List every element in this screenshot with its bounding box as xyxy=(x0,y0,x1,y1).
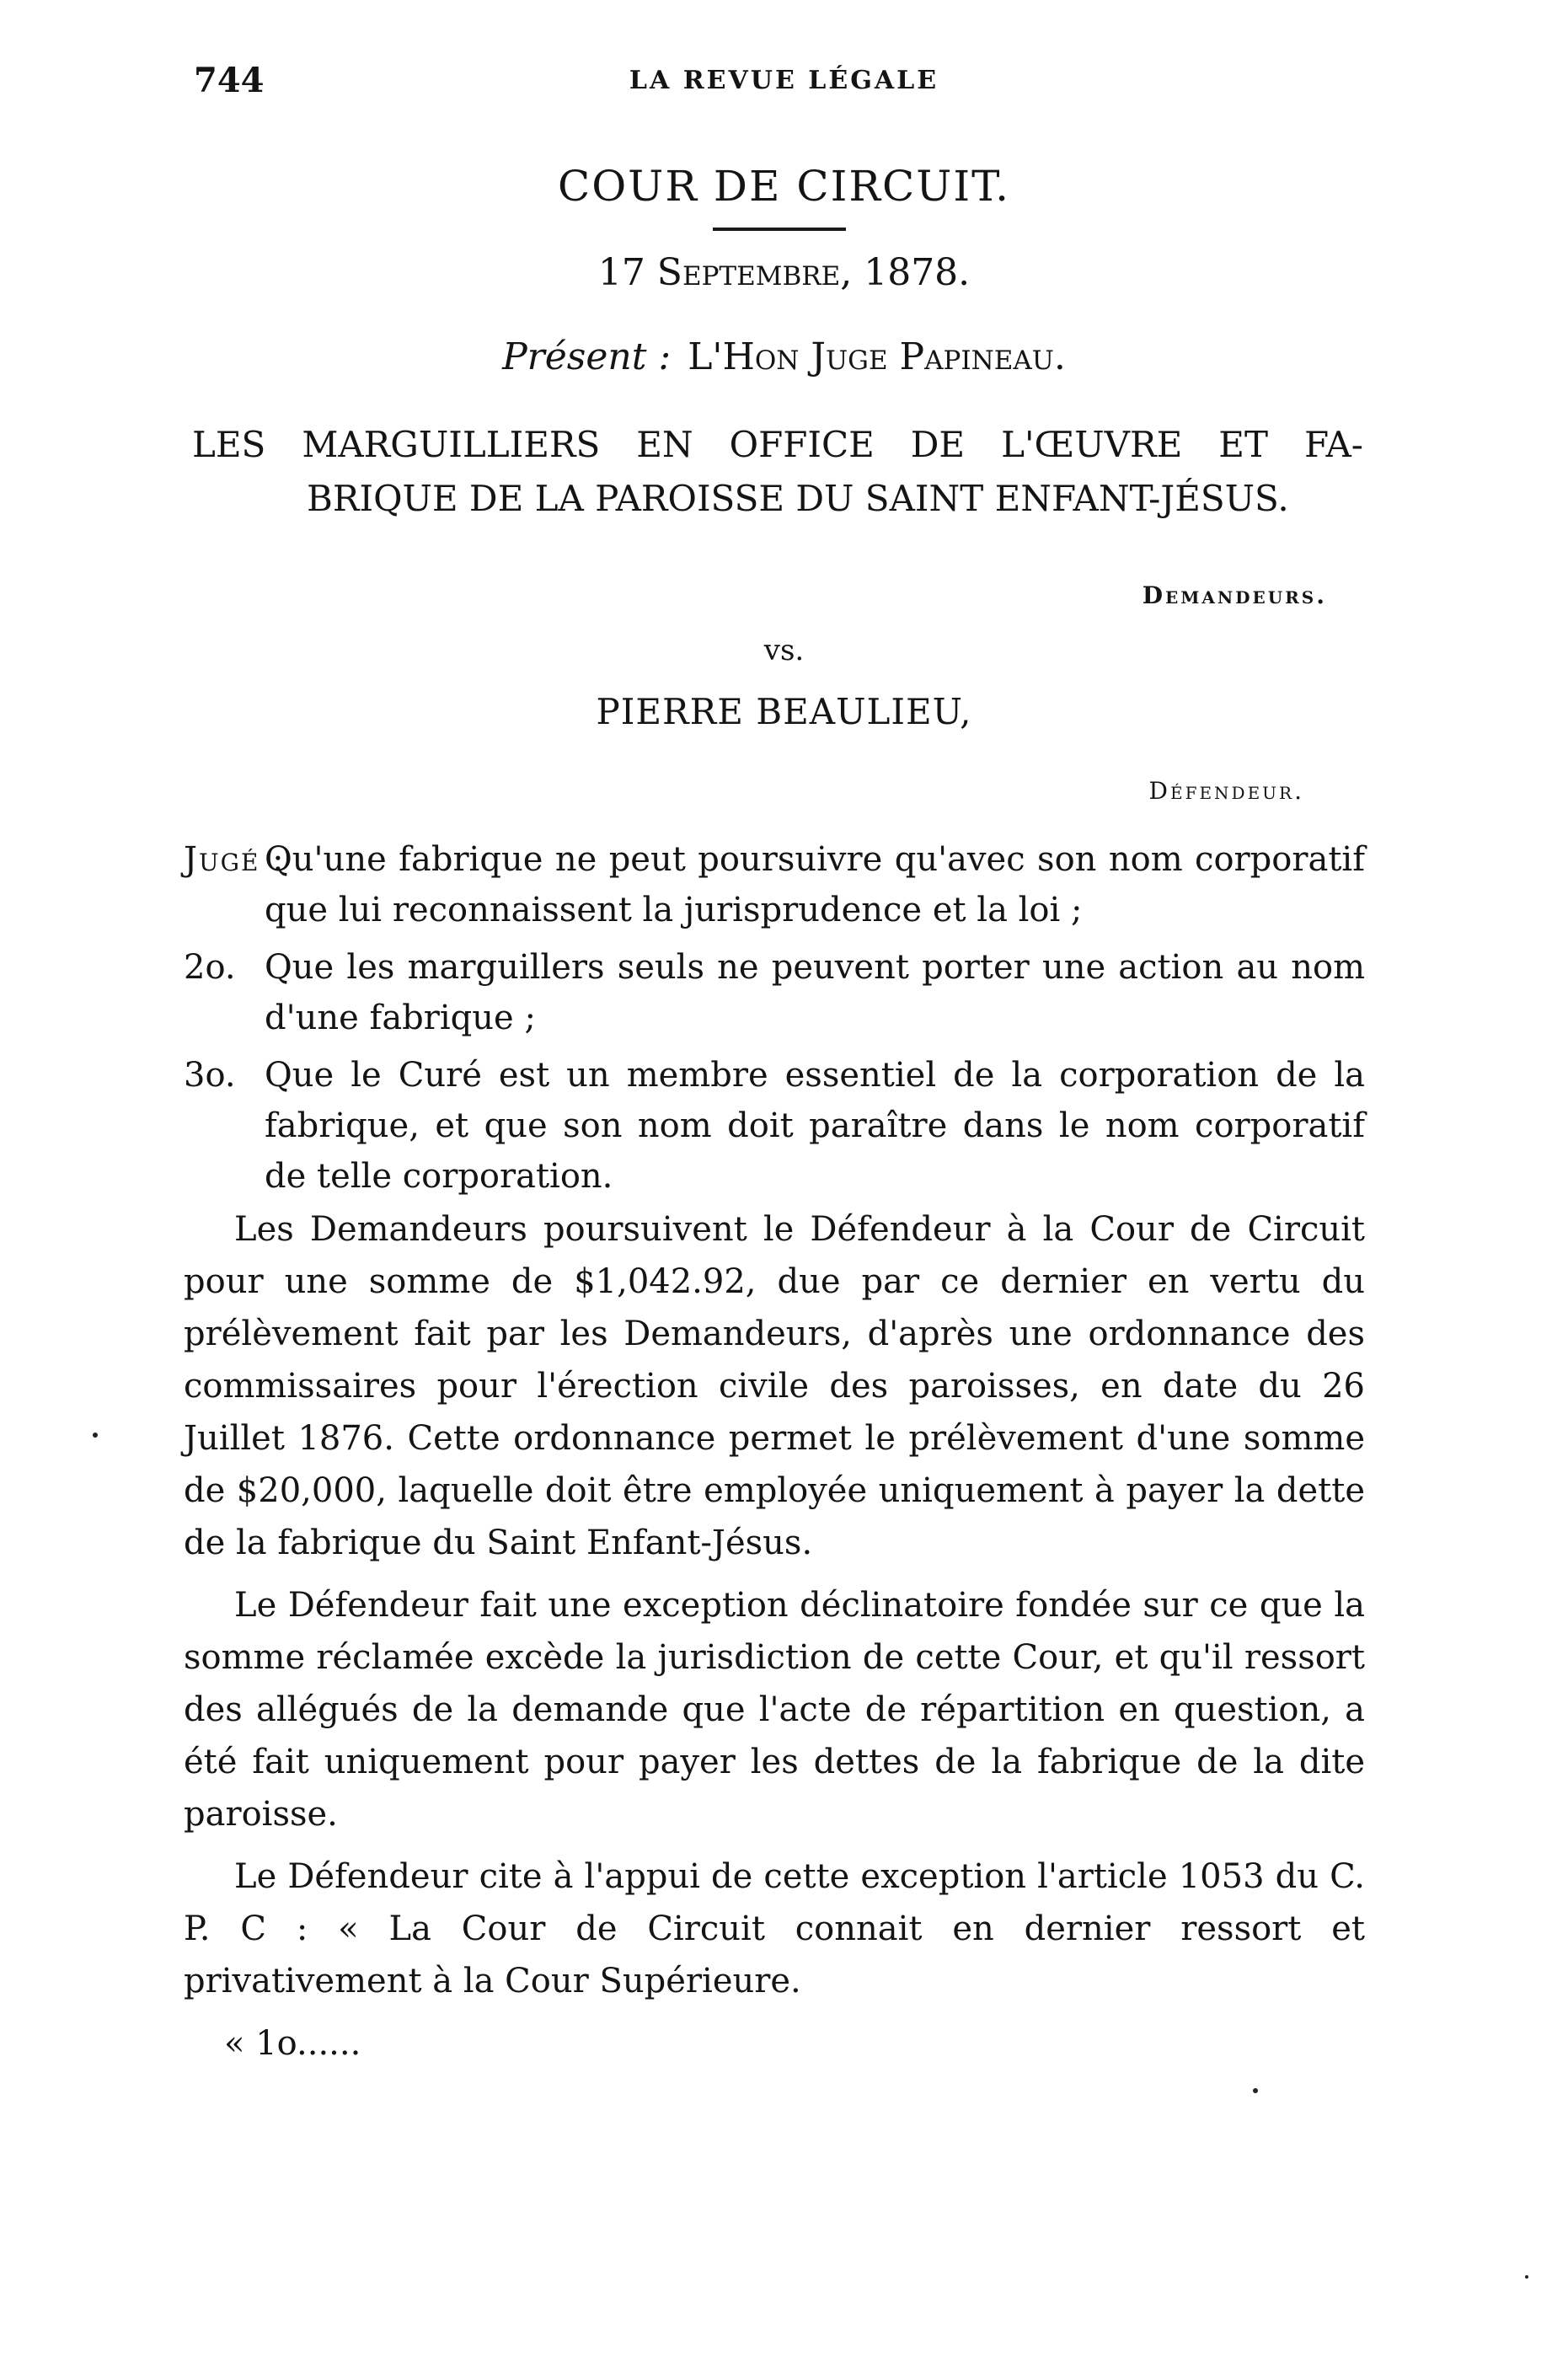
holding-text: Qu'une fabrique ne peut poursuivre qu'avec son nom corporatif que lui reconnaissent la jurisprudence et la loi ; xyxy=(265,840,1365,929)
holding-text: Que les marguillers seuls ne peuvent porter une action au nom d'une fabrique ; xyxy=(265,948,1365,1037)
closing-line: « 1o...... xyxy=(224,2024,361,2063)
holding-label: 3o. xyxy=(184,1056,236,1095)
plaintiff-role: Demandeurs. xyxy=(1142,581,1327,609)
print-speck xyxy=(1253,2088,1258,2093)
holding-label: Jugé : xyxy=(184,840,286,879)
journal-title: LA REVUE LÉGALE xyxy=(629,66,939,95)
page-number: 744 xyxy=(194,61,265,100)
holding-text: Que le Curé est un membre essentiel de la corporation de la fabrique, et que son nom doit paraître dans le nom corporatif de telle corporation. xyxy=(265,1056,1365,1196)
paragraph: Les Demandeurs poursuivent le Défendeur à la Cour de Circuit pour une somme de $1,042.92, due par ce dernier en vertu du prélèvement fait par les Demandeurs, d'après une ordonnance des commissaires pour l'érection civile des paroisses, en date du 26 Juillet 1876. Cette ordonnance permet le prélèvement d'une somme de $20,000, laquelle doit être employée uniquement à payer la dette de la fabrique du Saint Enfant-Jésus. xyxy=(184,1210,1365,1562)
decision-date: 17 Septembre, 1878. xyxy=(597,251,971,294)
paragraph: Le Défendeur fait une exception déclinatoire fondée sur ce que la somme réclamée excède la jurisdiction de cette Cour, et qu'il ressort des allégués de la demande que l'acte de répartition en question, a été fait uniquement pour payer les dettes de la fabrique de la dite paroisse. xyxy=(184,1586,1365,1834)
holding-label: 2o. xyxy=(184,948,236,987)
print-speck xyxy=(1525,2275,1528,2279)
print-speck xyxy=(93,1433,98,1438)
running-head xyxy=(0,61,1568,120)
present-label: Présent : xyxy=(502,335,672,378)
versus: vs. xyxy=(763,634,805,667)
body-text xyxy=(184,1203,1365,2070)
defendant-name: PIERRE BEAULIEU, xyxy=(596,691,972,732)
defendant-role: Défendeur. xyxy=(1148,777,1304,805)
plaintiff-name-line-2: BRIQUE DE LA PAROISSE DU SAINT ENFANT-JÉSUS. xyxy=(307,478,1289,519)
holdings xyxy=(184,834,1365,1208)
holding-item xyxy=(184,942,1365,1043)
plaintiff-name xyxy=(192,418,1363,526)
court-title: COUR DE CIRCUIT. xyxy=(557,162,1011,211)
judge-name: L'Hon Juge Papineau. xyxy=(688,335,1066,378)
title-rule xyxy=(713,228,846,231)
bench-line xyxy=(0,335,1568,378)
paragraph: Le Défendeur cite à l'appui de cette exception l'article 1053 du C. P. C : « La Cour de Circuit connait en dernier ressort et privativement à la Cour Supérieure. xyxy=(184,1857,1365,2000)
holding-item xyxy=(184,834,1365,935)
holding-item xyxy=(184,1050,1365,1202)
plaintiff-name-line-1: LES MARGUILLIERS EN OFFICE DE L'ŒUVRE ET FA- xyxy=(192,424,1363,465)
